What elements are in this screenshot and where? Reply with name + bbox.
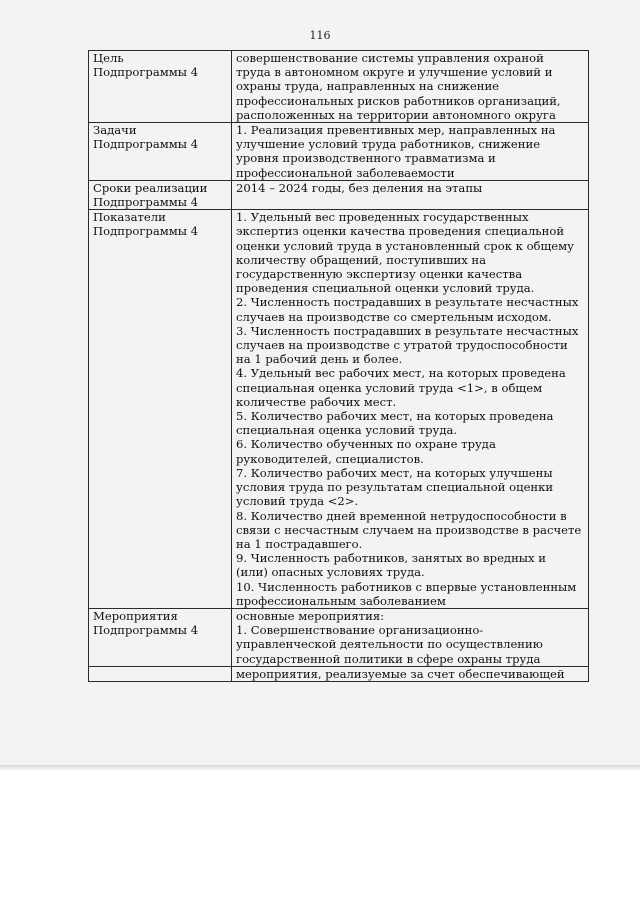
row-value-line: профессиональной заболеваемости — [236, 165, 455, 180]
row-label-cell — [89, 210, 232, 609]
row-value-line: 1. Совершенствование организационно- — [236, 623, 484, 638]
row-value-line: на 1 пострадавшего. — [236, 536, 363, 551]
row-value-line: расположенных на территории автономного округа — [236, 107, 556, 122]
row-value-line: специальная оценка условий труда <1>, в общем — [236, 380, 543, 395]
row-value-line: мероприятия, реализуемые за счет обеспечивающей — [236, 666, 565, 681]
row-value-line: специальная оценка условий труда. — [236, 423, 458, 438]
row-label-line: Подпрограммы 4 — [93, 623, 199, 638]
row-label-line: Подпрограммы 4 — [93, 65, 199, 80]
row-value-line: 1. Реализация превентивных мер, направленных на — [236, 123, 556, 138]
row-value-line: случаев на производстве со смертельным исходом. — [236, 309, 552, 324]
table-row — [89, 210, 589, 609]
table-row — [89, 123, 589, 181]
row-value-line: 2014 – 2024 годы, без деления на этапы — [236, 180, 483, 195]
row-value-line: совершенствование системы управления охраной — [236, 51, 544, 65]
row-label-cell — [89, 123, 232, 181]
row-label-cell — [89, 666, 232, 681]
row-value-line: 3. Численность пострадавших в результате несчастных — [236, 323, 579, 338]
row-label-line: Цель — [93, 51, 124, 65]
row-value-line: экспертиз оценки качества проведения специальной — [236, 224, 565, 239]
row-value-line: 4. Удельный вес рабочих мест, на которых проведена — [236, 366, 566, 381]
row-value-line: на 1 рабочий день и более. — [236, 352, 403, 367]
row-value-cell — [232, 608, 589, 666]
row-value-line: 5. Количество рабочих мест, на которых проведена — [236, 409, 554, 424]
row-label-line: Подпрограммы 4 — [93, 137, 199, 152]
row-value-line: улучшение условий труда работников, снижение — [236, 137, 541, 152]
row-value-line: уровня производственного травматизма и — [236, 151, 496, 166]
table-row — [89, 180, 589, 209]
row-value-line: профессиональных рисков работников организаций, — [236, 93, 561, 108]
row-value-line: труда в автономном округе и улучшение условий и — [236, 65, 553, 80]
row-value-line: 6. Количество обученных по охране труда — [236, 437, 496, 452]
row-value-cell — [232, 666, 589, 681]
row-value-line: количестве рабочих мест. — [236, 394, 397, 409]
subprogram-passport-table — [88, 50, 589, 682]
row-value-line: случаев на производстве с утратой трудоспособности — [236, 338, 568, 353]
row-value-line: государственной политики в сфере охраны труда — [236, 651, 541, 666]
row-value-line: условия труда по результатам специальной оценки — [236, 480, 554, 495]
row-label-cell — [89, 180, 232, 209]
row-value-line: условий труда <2>. — [236, 494, 359, 509]
row-value-line: количеству обращений, поступивших на — [236, 252, 487, 267]
page-number: 116 — [309, 29, 331, 42]
row-value-cell — [232, 51, 589, 123]
row-label-line: Подпрограммы 4 — [93, 195, 199, 210]
row-value-line: оценки условий труда в установленный срок к общему — [236, 238, 575, 253]
row-value-line: 2. Численность пострадавших в результате несчастных — [236, 295, 579, 310]
table-row — [89, 51, 589, 123]
row-value-line: 10. Численность работников с впервые установленным — [236, 579, 577, 594]
row-value-line: профессиональным заболеванием — [236, 593, 446, 608]
row-value-line: государственную экспертизу оценки качества — [236, 267, 523, 282]
row-value-line: охраны труда, направленных на снижение — [236, 79, 500, 94]
row-value-line: 8. Количество дней временной нетрудоспособности в — [236, 508, 567, 523]
row-label-line: Показатели — [93, 210, 166, 225]
row-value-cell — [232, 180, 589, 209]
row-value-cell — [232, 123, 589, 181]
row-value-line: руководителей, специалистов. — [236, 451, 424, 466]
row-value-line: управленческой деятельности по осуществлению — [236, 637, 543, 652]
row-value-line: проведения специальной оценки условий труда. — [236, 281, 535, 296]
page-edge-shadow — [0, 765, 640, 771]
row-value-line: 1. Удельный вес проведенных государственных — [236, 210, 529, 225]
row-label-line: Подпрограммы 4 — [93, 224, 199, 239]
row-label-line: Сроки реализации — [93, 180, 208, 195]
row-label-cell — [89, 608, 232, 666]
row-value-line: 7. Количество рабочих мест, на которых улучшены — [236, 465, 553, 480]
row-label-line: Задачи — [93, 123, 137, 138]
table-row — [89, 608, 589, 666]
row-label-line: Мероприятия — [93, 608, 178, 623]
row-value-line: основные мероприятия: — [236, 608, 385, 623]
row-label-cell — [89, 51, 232, 123]
row-value-line: 9. Численность работников, занятых во вредных и — [236, 551, 546, 566]
row-value-line: (или) опасных условиях труда. — [236, 565, 425, 580]
table-row — [89, 666, 589, 681]
row-value-cell — [232, 210, 589, 609]
row-value-line: связи с несчастным случаем на производстве в расчете — [236, 522, 582, 537]
